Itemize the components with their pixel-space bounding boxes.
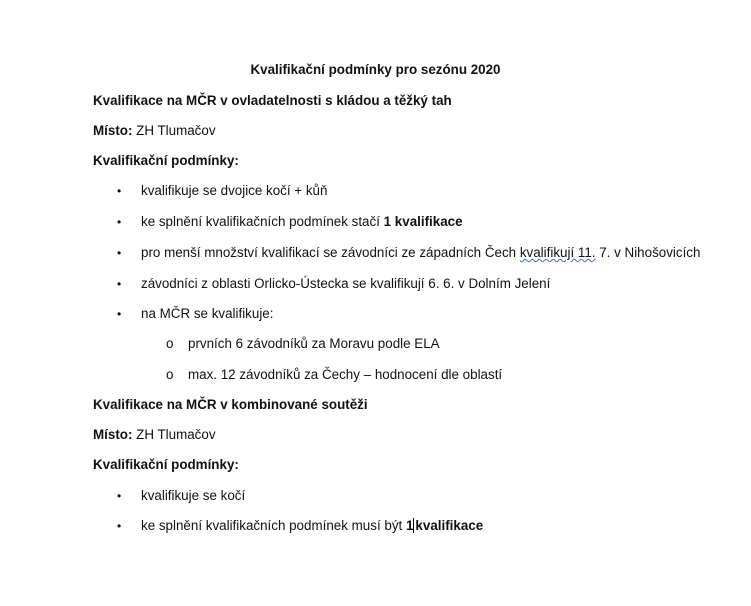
bullet-text: na MČR se kvalifikuje: xyxy=(141,306,274,321)
bullet-text: ke splnění kvalifikačních podmínek musí být xyxy=(141,518,406,533)
bullet-icon: • xyxy=(117,215,122,229)
section2-place-value: ZH Tlumačov xyxy=(132,427,216,442)
section1-heading: Kvalifikace na MČR v ovladatelnosti s kládou a těžký tah xyxy=(93,93,452,108)
subbullet-text: prvních 6 závodníků za Moravu podle ELA xyxy=(188,336,440,351)
bullet-icon: • xyxy=(117,489,122,503)
spellcheck-underlined-text[interactable]: kvalifikují 11. xyxy=(519,245,596,260)
section2-bullet-1 xyxy=(117,488,245,504)
section2-place-label: Místo: xyxy=(93,427,133,442)
section1-bullet-5 xyxy=(117,306,273,322)
bullet-text-tail: 7. v Nihošovicích xyxy=(595,245,701,260)
bullet-text: pro menší množství kvalifikací se závodníci ze západních Čech xyxy=(141,245,520,260)
subbullet-icon: o xyxy=(166,336,174,351)
bullet-text-bold: 1 kvalifikace xyxy=(383,214,463,229)
bullet-icon: • xyxy=(117,184,122,198)
section1-place-label: Místo: xyxy=(93,123,133,138)
subbullet-text: max. 12 závodníků za Čechy – hodnocení dle oblastí xyxy=(188,367,503,382)
bullet-text-bold: kvalifikace xyxy=(415,518,484,533)
section1-subbullet-2 xyxy=(166,367,502,383)
section1-subbullet-1 xyxy=(166,336,440,352)
section2-conditions-label: Kvalifikační podmínky: xyxy=(93,457,239,472)
section1-bullet-3 xyxy=(117,245,700,261)
bullet-text: kvalifikuje se kočí xyxy=(141,488,246,503)
bullet-icon: • xyxy=(117,519,122,533)
bullet-icon: • xyxy=(117,246,122,260)
bullet-text: závodníci z oblasti Orlicko-Ústecka se kvalifikují 6. 6. v Dolním Jelení xyxy=(141,276,551,291)
bullet-icon: • xyxy=(117,307,122,321)
section1-bullet-2 xyxy=(117,214,463,230)
section2-heading: Kvalifikace na MČR v kombinované soutěži xyxy=(93,397,368,412)
section1-bullet-1 xyxy=(117,183,327,199)
section1-conditions-label: Kvalifikační podmínky: xyxy=(93,153,239,168)
bullet-text: ke splnění kvalifikačních podmínek stačí xyxy=(141,214,384,229)
section2-place xyxy=(93,427,216,443)
section2-bullet-2 xyxy=(117,518,483,534)
bullet-icon: • xyxy=(117,277,122,291)
section1-place xyxy=(93,123,216,139)
bullet-text-bold: 1 xyxy=(405,518,414,533)
section1-place-value: ZH Tlumačov xyxy=(132,123,216,138)
subbullet-icon: o xyxy=(166,367,174,382)
bullet-text: kvalifikuje se dvojice kočí + kůň xyxy=(141,183,328,198)
section1-bullet-4 xyxy=(117,276,550,292)
document-title: Kvalifikační podmínky pro sezónu 2020 xyxy=(250,62,501,77)
